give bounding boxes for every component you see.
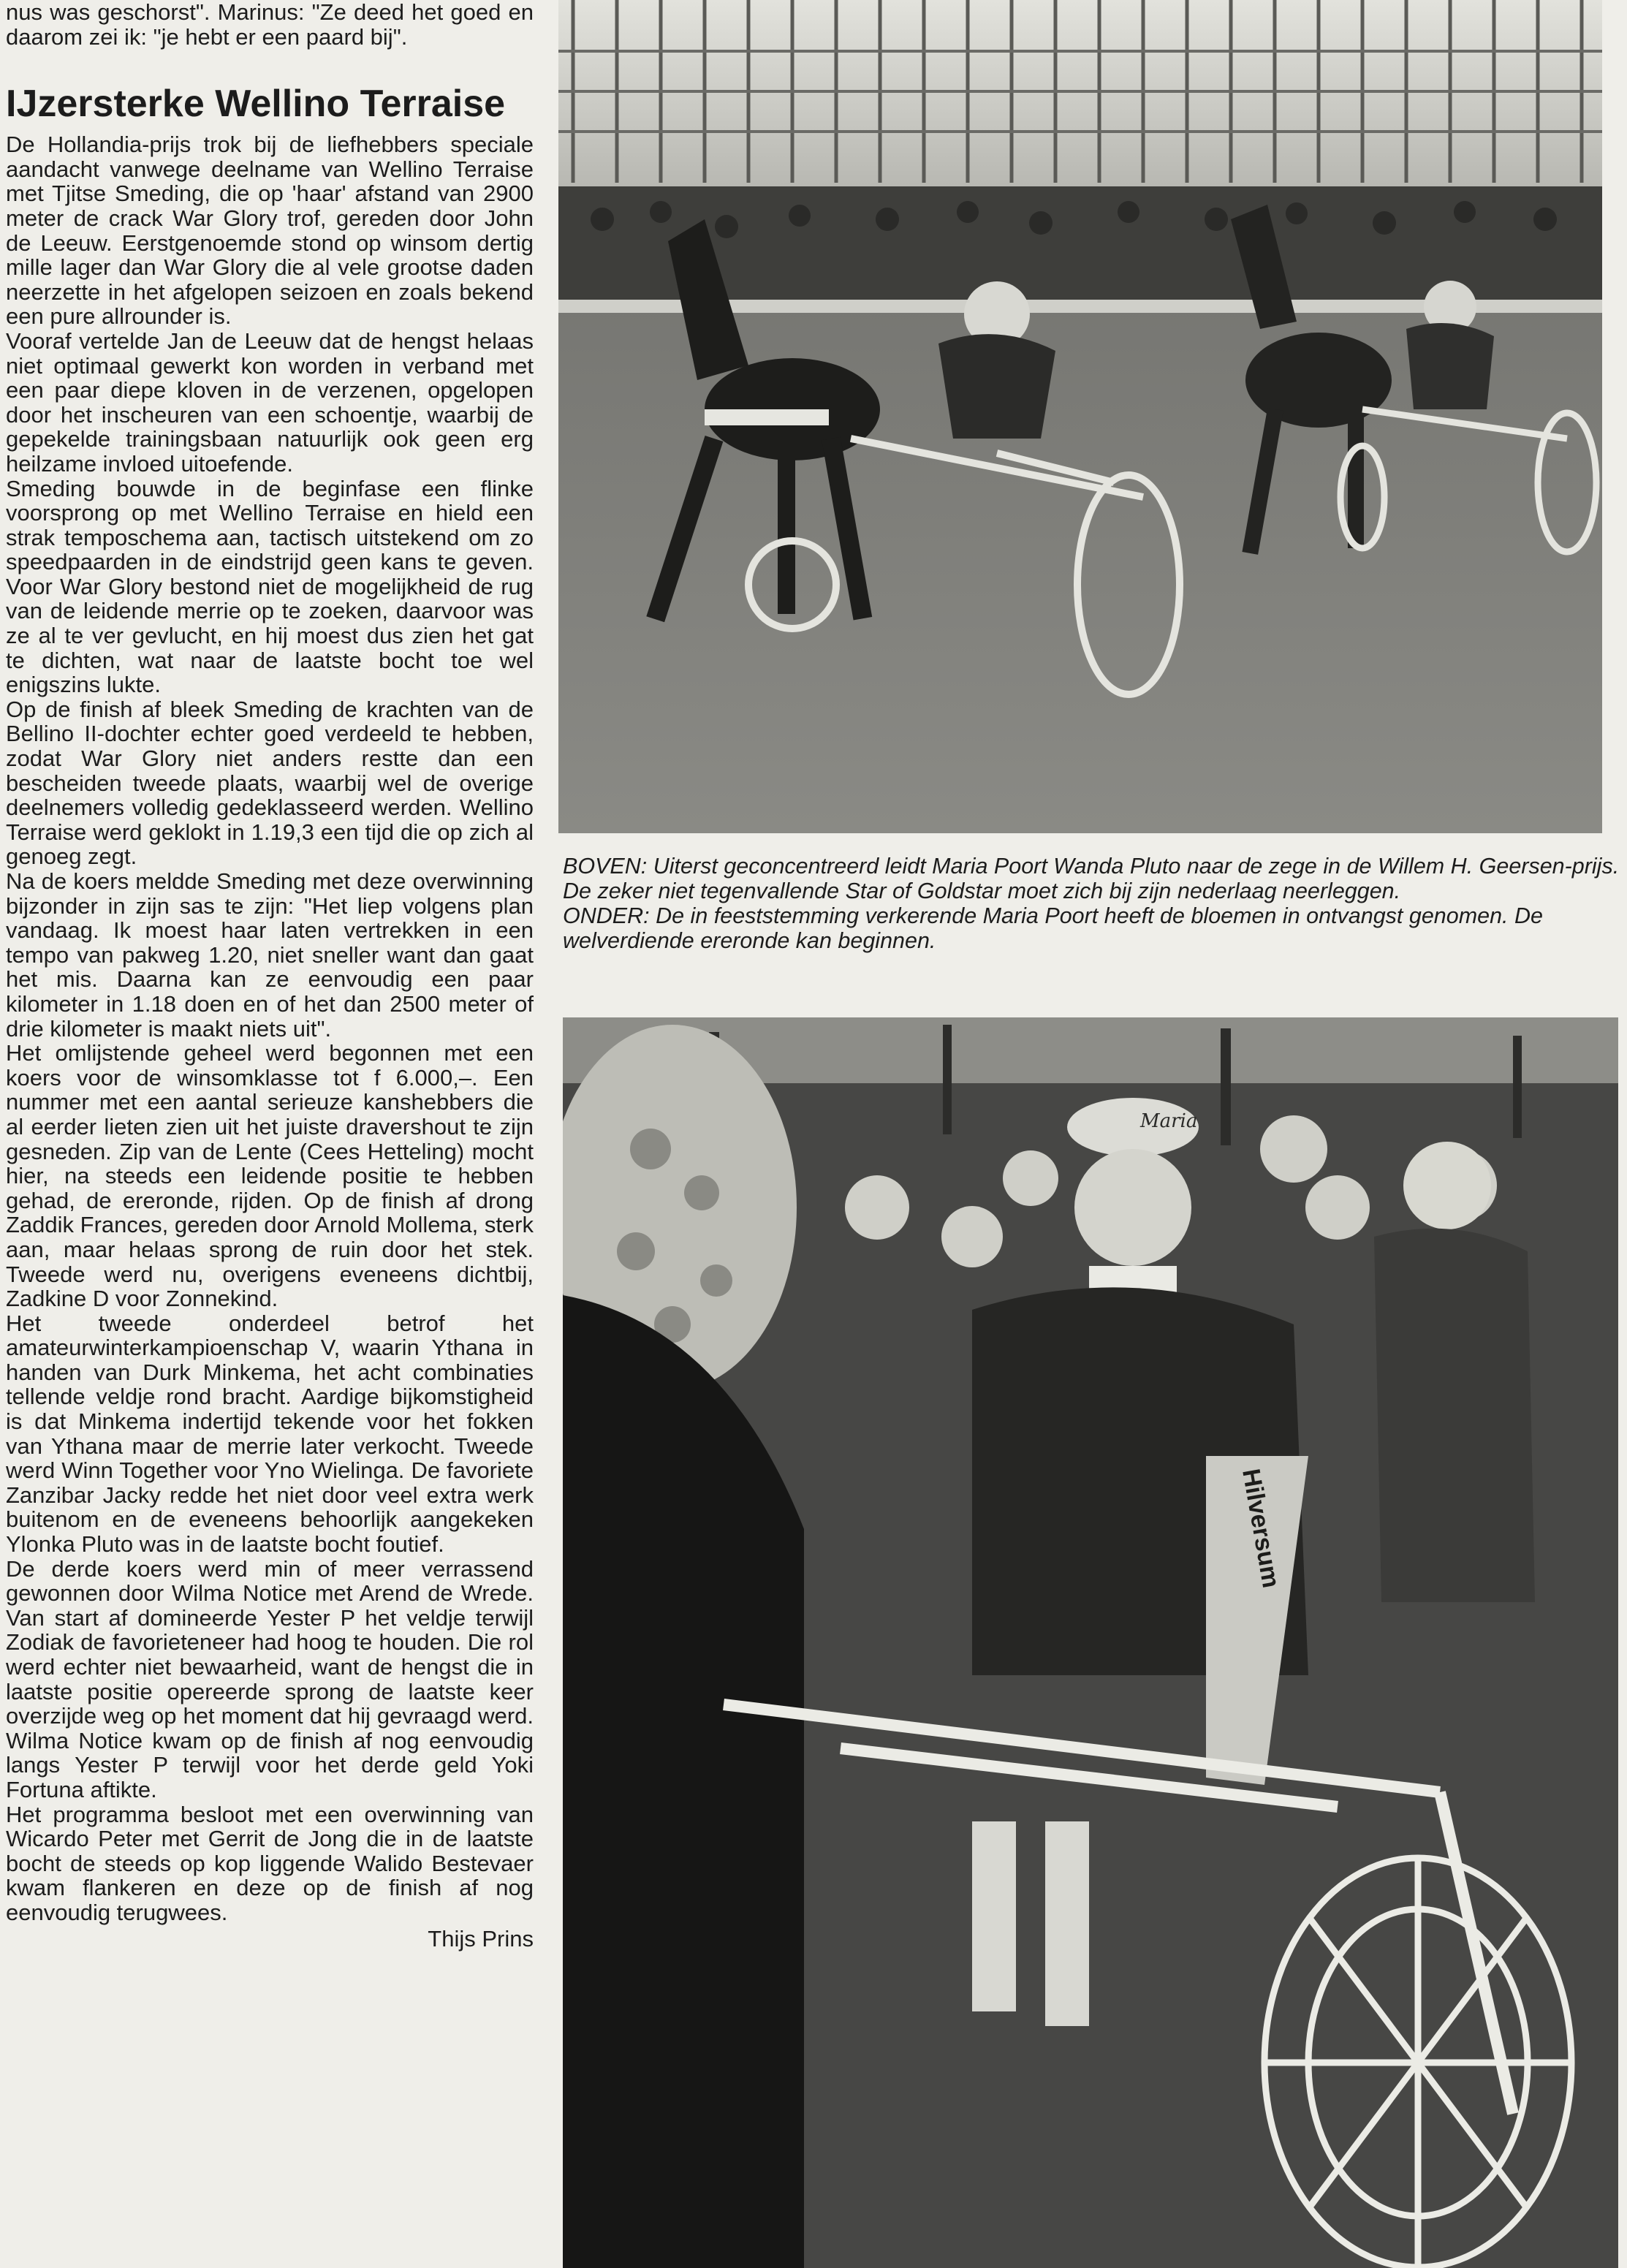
race-photo [558, 0, 1602, 833]
article-byline: Thijs Prins [428, 1925, 534, 1952]
helmet-text: Maria [1140, 1110, 1198, 1132]
sash-text: Hilversum [1237, 1466, 1286, 1590]
caption-bottom: ONDER: De in feeststemming verkerende Maria Poort heeft de bloemen in ontvangst genomen. De welverdiende ereronde kan beginnen. [563, 903, 1543, 953]
photo-caption [563, 854, 1623, 953]
celebration-photo [563, 1017, 1618, 2268]
lead-fragment: nus was geschorst". Marinus: "Ze deed het goed en daarom zei ik: "je hebt er een paard bij". [6, 0, 534, 50]
article-paragraph: De derde koers werd min of meer verrassend gewonnen door Wilma Notice met Arend de Wrede. Van start af domineerde Yester P het veldje terwijl Zodiak de favorieteneer had hoog te houden. Die rol werd echter niet bewaarheid, want de hengst die in laatste positie opereerde sprong de laatste keer overzijde weg op het moment dat hij gevraagd werd. Wilma Notice kwam op de finish af nog eenvoudig langs Yester P terwijl voor het derde geld Yoki Fortuna aftikte. [6, 1555, 534, 1802]
article-paragraph: Op de finish af bleek Smeding de krachten van de Bellino II-dochter echter goed verdeeld te hebben, zodat War Glory niet anders restte dan een bescheiden tweede plaats, waarbij wel de overige deelnemers volledig gedeklasseerd werden. Wellino Terraise werd geklokt in 1.19,3 een tijd die op zich al genoeg zegt. [6, 696, 534, 870]
article-paragraph: Na de koers meldde Smeding met deze overwinning bijzonder in zijn sas te zijn: "Het liep volgens plan vandaag. Ik moest haar laten vertrekken in een tempo van pakweg 1.20, niet sneller want dan gaat het mis. Daarna kan ze eenvoudig een paar kilometer in 1.18 doen en of het dan 2500 meter of drie kilometer is maakt niets uit". [6, 868, 534, 1042]
article-paragraph: Het tweede onderdeel betrof het amateurwinterkampioenschap V, waarin Ythana in handen van Durk Minkema, het acht combinaties tellende veldje rond bracht. Aardige bijkomstigheid is dat Minkema indertijd tekende voor het fokken van Ythana maar de merrie later verkocht. Tweede werd Winn Together voor Yno Wielinga. De favoriete Zanzibar Jacky redde het niet door veel extra werk buitenom en de eveneens behoorlijk aangekeken Ylonka Pluto was in de laatste bocht foutief. [6, 1310, 534, 1558]
caption-top: BOVEN: Uiterst geconcentreerd leidt Maria Poort Wanda Pluto naar de zege in de Willem H. Geersen-prijs. De zeker niet tegenvallende Star of Goldstar moet zich bij zijn nederlaag neerleggen. [563, 854, 1620, 903]
celebration-photo-illustration [563, 1017, 1618, 2268]
article-paragraph: De Hollandia-prijs trok bij de liefhebbers speciale aandacht vanwege deelname van Wellino Terraise met Tjitse Smeding, die op 'haar' afstand van 2900 meter de crack War Glory trof, gereden door John de Leeuw. Eerstgenoemde stond op winsom dertig mille lager dan War Glory die al vele grootse daden neerzette in het afgelopen seizoen en zoals bekend een pure allrounder is. [6, 132, 534, 330]
article-paragraph: Het omlijstende geheel werd begonnen met een koers voor de winsomklasse tot f 6.000,–. Een nummer met een aantal serieuze kanshebbers die al eerder lieten zien uit het juiste dravershout te zijn gesneden. Zip van de Lente (Cees Hetteling) mocht hier, na steeds een leidende positie te hebben gehad, de ereronde, rijden. Op de finish af drong Zaddik Frances, gereden door Arnold Mollema, sterk aan, maar helaas sprong de ruin door het stek. Tweede werd nu, overigens eveneens dichtbij, Zadkine D voor Zonnekind. [6, 1040, 534, 1312]
race-photo-illustration [558, 0, 1602, 833]
article-paragraph: Vooraf vertelde Jan de Leeuw dat de hengst helaas niet optimaal gewerkt kon worden in verband met een paar diepe kloven in de verzenen, opgelopen door het inscheuren van een schoentje, waarbij de gepekelde trainingsbaan natuurlijk ook geen erg heilzame invloed uitoefende. [6, 327, 534, 477]
article-column [6, 0, 534, 1951]
article-paragraph: Het programma besloot met een overwinning van Wicardo Peter met Gerrit de Jong die in de laatste bocht de steeds op kop liggende Walido Bestevaer kwam flankeren en deze op de finish af nog eenvoudig terugwees. [6, 1801, 534, 1925]
article-paragraph: Smeding bouwde in de beginfase een flinke voorsprong op met Wellino Terraise en hield een strak temposchema aan, tactisch uitstekend om zo speedpaarden in de eindstrijd geen kans te geven. Voor War Glory bestond niet de mogelijkheid de rug van de leidende merrie op te zoeken, daarvoor was ze al te ver gevlucht, en hij moest dus zien het gat te dichten, wat naar de laatste bocht toe wel enigszins lukte. [6, 475, 534, 698]
article-headline: IJzersterke Wellino Terraise [6, 83, 506, 126]
